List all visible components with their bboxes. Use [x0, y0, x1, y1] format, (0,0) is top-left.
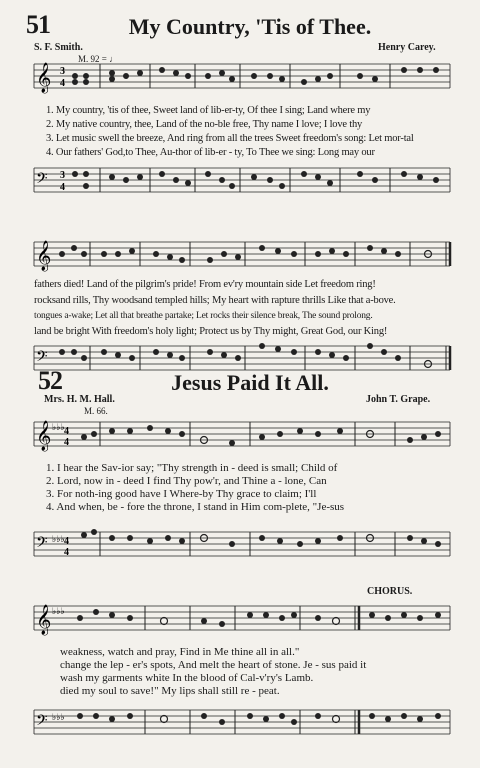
- words-credit: S. F. Smith.: [34, 42, 83, 53]
- music-staff: [0, 62, 480, 102]
- lyric-line: 3. Let music swell the breeze, And ring from all the trees Sweet freedom's song: Let mor-tal: [46, 133, 414, 144]
- lyric-line: rocksand rills, Thy woodsand templed hills; My heart with rapture thrills Like that a-bove.: [34, 295, 396, 306]
- lyric-line: fathers died! Land of the pilgrim's pride! From ev'ry mountain side Let freedom ring!: [34, 279, 376, 290]
- svg-text:𝄢: 𝄢: [36, 348, 48, 369]
- svg-text:4: 4: [64, 536, 69, 547]
- svg-text:𝄞: 𝄞: [36, 63, 52, 93]
- hymn-title: My Country, 'Tis of Thee.: [128, 14, 372, 39]
- svg-text:3: 3: [60, 170, 65, 181]
- lyric-line: 4. And when, be - fore the throne, I stand in Him com-plete, "Je-sus: [46, 501, 345, 513]
- hymn-number: 51: [26, 10, 50, 39]
- music-staff: [0, 706, 480, 746]
- metronome-mark: M. 92 = ♩: [78, 54, 119, 64]
- svg-text:𝄞: 𝄞: [36, 421, 52, 451]
- words-credit: Mrs. H. M. Hall.: [44, 394, 115, 405]
- hymn-number: 52: [38, 366, 62, 395]
- music-staff: [0, 166, 480, 206]
- svg-text:4: 4: [60, 182, 65, 193]
- lyric-line: wash my garments white In the blood of Cal-v'ry's Lamb.: [60, 672, 314, 684]
- lyric-line: land be bright With freedom's holy light; Protect us by Thy might, Great God, our King!: [34, 326, 388, 337]
- music-staff: [0, 528, 480, 568]
- svg-text:4: 4: [64, 437, 69, 448]
- svg-text:𝄞: 𝄞: [36, 241, 52, 271]
- lyric-line: change the lep - er's spots, And melt the heart of stone. Je - sus paid it: [60, 659, 367, 671]
- svg-text:♭♭♭: ♭♭♭: [52, 712, 65, 722]
- svg-text:4: 4: [64, 426, 69, 437]
- lyric-line: 1. I hear the Sav-ior say; "Thy strength in - deed is small; Child of: [46, 462, 338, 474]
- svg-text:♭♭♭: ♭♭♭: [52, 534, 65, 544]
- svg-text:4: 4: [60, 78, 65, 89]
- lyric-line: died my soul to save!" My lips shall still re - peat.: [60, 685, 280, 697]
- svg-text:3: 3: [60, 66, 65, 77]
- music-credit: Henry Carey.: [378, 42, 436, 53]
- svg-text:♭♭♭: ♭♭♭: [52, 606, 65, 616]
- lyric-line: weakness, watch and pray, Find in Me thine all in all.": [60, 646, 300, 658]
- lyric-line: 2. Lord, now in - deed I find Thy pow'r, and Thine a - lone, Can: [46, 475, 327, 487]
- music-staff: [0, 240, 480, 280]
- music-credit: John T. Grape.: [366, 394, 431, 405]
- chorus-label: CHORUS.: [367, 586, 413, 597]
- metronome-mark: M. 66.: [84, 406, 108, 416]
- music-staff: [0, 602, 480, 642]
- svg-text:𝄢: 𝄢: [36, 712, 48, 733]
- lyric-line: 4. Our fathers' God,to Thee, Au-thor of lib-er - ty, To Thee we sing: Long may our: [46, 147, 375, 158]
- lyric-line: 2. My native country, thee, Land of the no-ble free, Thy name I love; I love thy: [46, 119, 363, 130]
- hymn-title: Jesus Paid It All.: [171, 370, 329, 395]
- lyric-line: tongues a-wake; Let all that breathe partake; Let rocks their silence break, The sound prolong.: [34, 311, 373, 321]
- svg-text:𝄞: 𝄞: [36, 605, 52, 635]
- svg-text:𝄢: 𝄢: [36, 170, 48, 191]
- svg-text:♭♭♭: ♭♭♭: [52, 422, 65, 432]
- music-staff: [0, 418, 480, 458]
- lyric-line: 3. For noth-ing good have I Where-by Thy grace to claim; I'll: [46, 488, 317, 500]
- lyric-line: 1. My country, 'tis of thee, Sweet land of lib-er-ty, Of thee I sing; Land where my: [46, 105, 371, 116]
- svg-text:4: 4: [64, 547, 69, 558]
- svg-text:𝄢: 𝄢: [36, 534, 48, 555]
